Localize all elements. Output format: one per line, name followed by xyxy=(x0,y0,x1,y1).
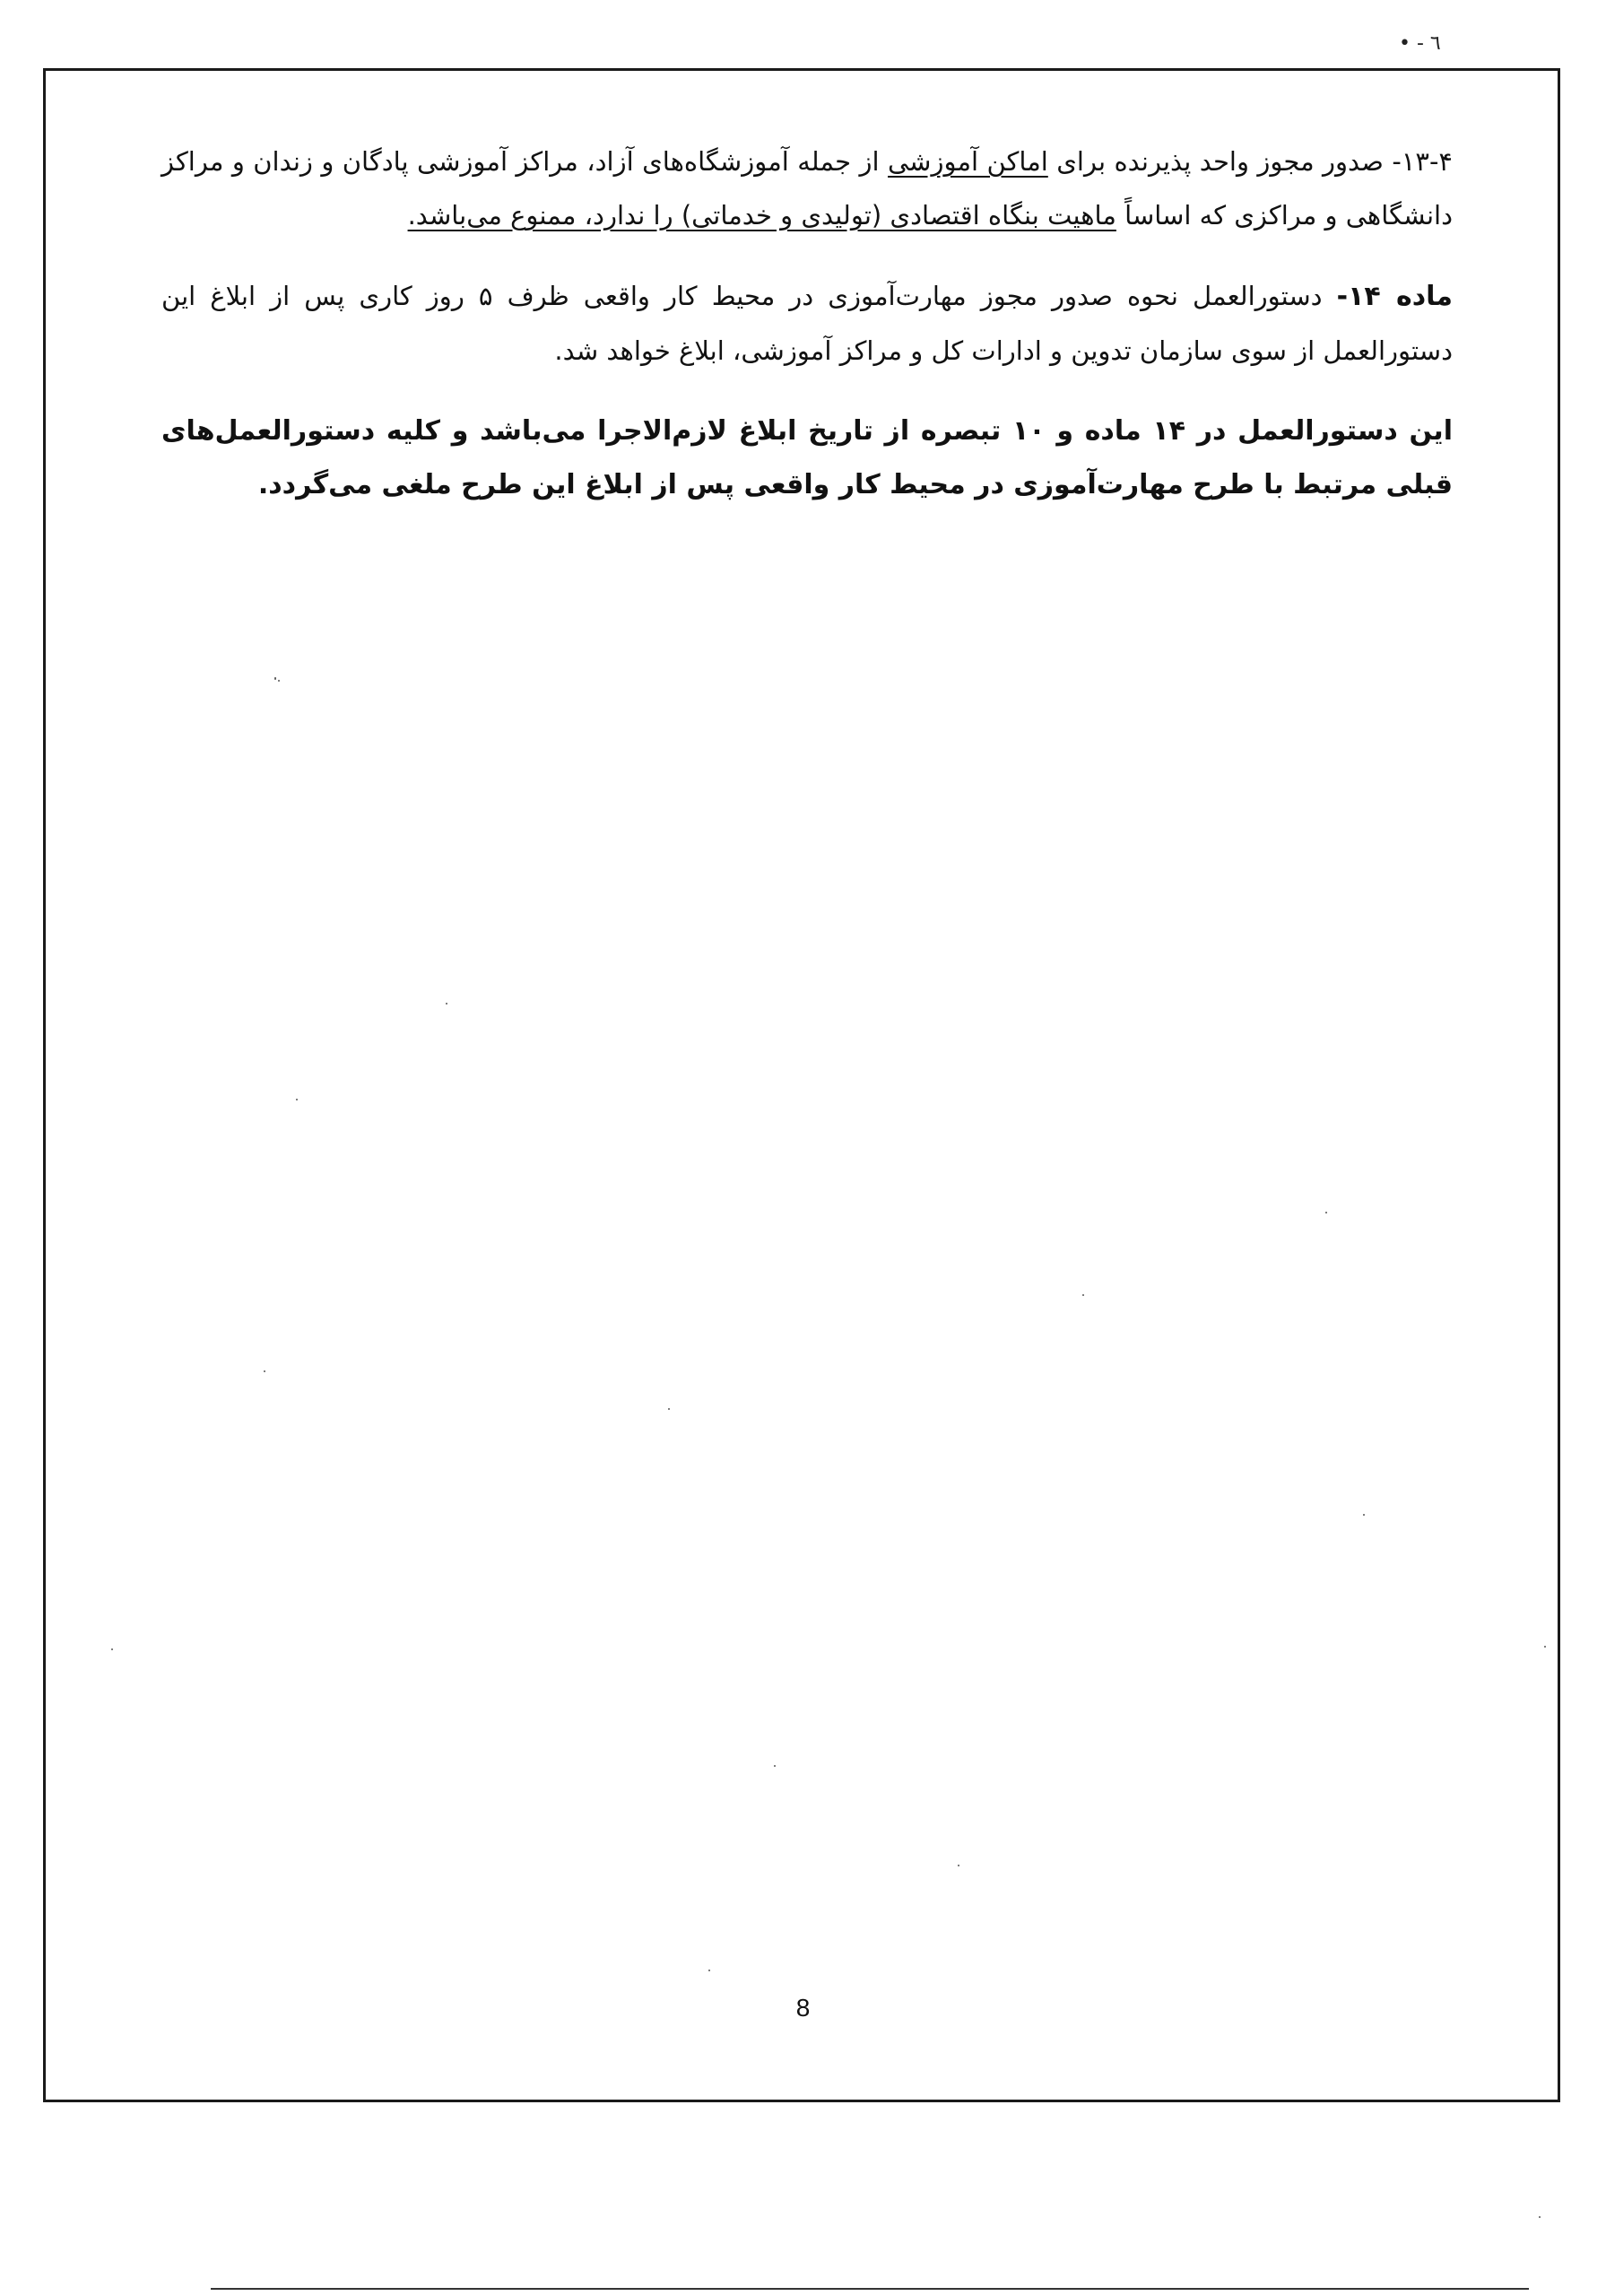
document-body xyxy=(161,135,1453,512)
scan-speck xyxy=(296,1099,298,1100)
scan-speck xyxy=(1325,1212,1327,1213)
scan-speck xyxy=(274,677,276,679)
article-14-heading: ماده ۱۴- xyxy=(1336,281,1454,312)
p1-text-a: ۱۳-۴- صدور مجوز واحد پذیرنده برای xyxy=(1047,146,1453,177)
scan-speck xyxy=(278,680,280,682)
scan-speck xyxy=(774,1765,776,1767)
article-14 xyxy=(161,269,1453,378)
closing-statement: این دستورالعمل در ۱۴ ماده و ۱۰ تبصره از تاریخ ابلاغ لازم‌الاجرا می‌باشد و کلیه دستورالعمل‌های قبلی مرتبط با طرح مهارت‌آموزی در محیط کار واقعی پس از ابلاغ این طرح ملغی می‌گردد. xyxy=(161,415,1453,500)
scan-speck xyxy=(668,1408,670,1410)
scan-speck xyxy=(1363,1514,1365,1516)
scan-speck xyxy=(111,1648,113,1650)
scan-bottom-edge xyxy=(211,2288,1529,2290)
scan-speck xyxy=(958,1865,959,1866)
scan-speck xyxy=(264,1370,265,1372)
p1-text-b: از جمله آموزشگاه‌های آزاد، مراکز آموزشی پادگان و زندان و مراکز دانشگاهی و مراکزی که اساساً xyxy=(161,146,1453,230)
scan-speck xyxy=(708,1970,710,1971)
corner-mark: • - ٦ xyxy=(1399,32,1441,55)
scan-speck xyxy=(1539,2216,1541,2218)
p1-underlined-places: اماکن آموزشی xyxy=(888,146,1048,177)
scan-speck xyxy=(446,1003,447,1004)
article-14-text: دستورالعمل نحوه صدور مجوز مهارت‌آموزی در محیط کار واقعی ظرف ۵ روز کاری پس از ابلاغ این دستورالعمل از سوی سازمان تدوین و ادارات کل و مراکز آموزشی، ابلاغ خواهد شد. xyxy=(161,281,1453,366)
scan-speck xyxy=(1544,1646,1546,1648)
paragraph-13-4 xyxy=(161,135,1453,242)
scan-speck xyxy=(1082,1294,1084,1296)
page-number: 8 xyxy=(795,1994,811,2022)
p1-underlined-nature: ماهیت بنگاه اقتصادی (تولیدی و خدماتی) را ندارد، ممنوع می‌باشد. xyxy=(407,200,1116,230)
